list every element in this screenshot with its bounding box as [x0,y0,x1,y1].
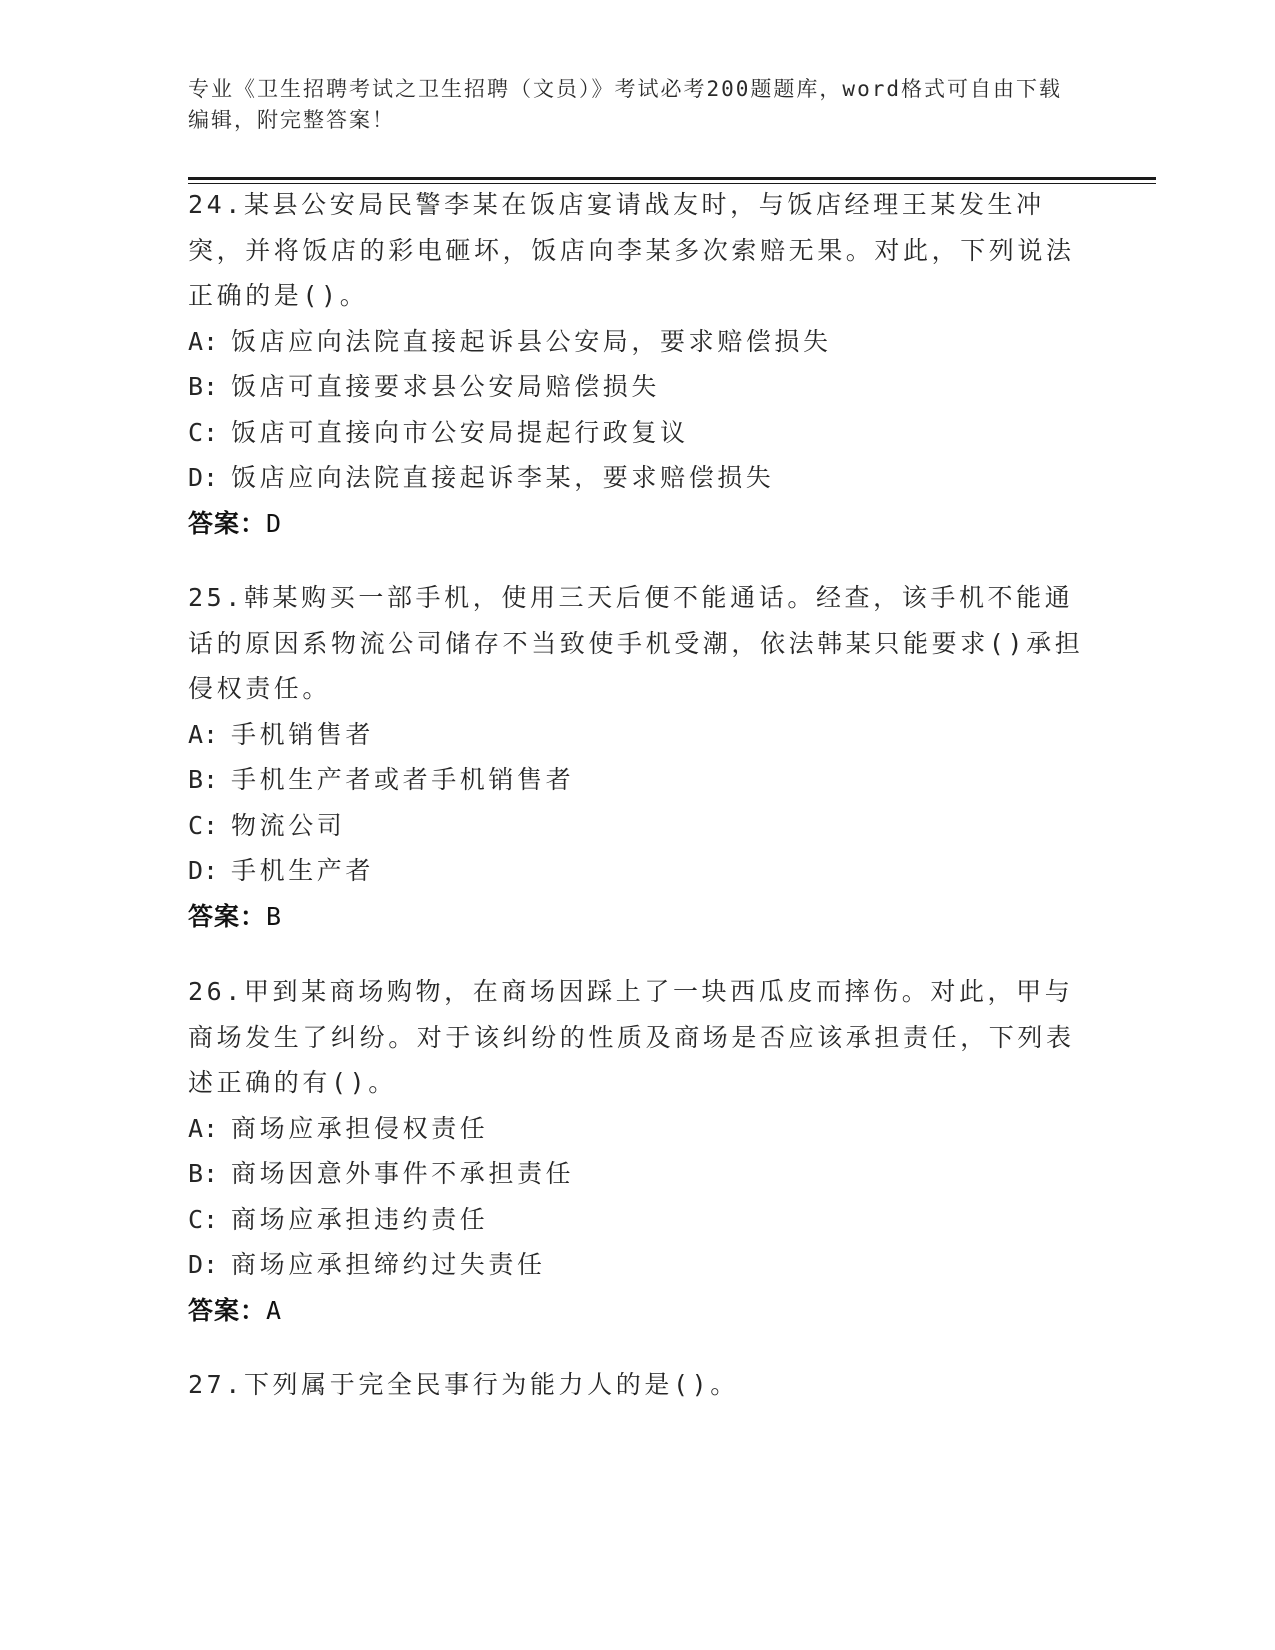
option-text: 饭店应向法院直接起诉李某，要求赔偿损失 [231,463,775,492]
option-text: 商场应承担缔约过失责任 [231,1250,546,1279]
option-letter: C: [188,417,219,447]
option-letter: B: [188,765,219,794]
option-d [188,455,1088,501]
question-24 [188,182,1088,546]
option-d [188,848,1088,894]
option-text: 商场应承担侵权责任 [231,1113,489,1143]
option-d [188,1242,1088,1288]
answer-label: 答案： [188,508,267,538]
answer-line [188,894,1088,940]
option-c [188,1197,1088,1243]
option-c [188,803,1088,849]
option-text: 饭店应向法院直接起诉县公安局，要求赔偿损失 [231,326,832,356]
option-letter: B: [188,1159,219,1188]
option-letter: C: [188,1204,219,1234]
header-text: 专业《卫生招聘考试之卫生招聘（文员）》考试必考200题题库，word格式可自由下载编辑，附完整答案！ [188,77,1062,132]
header-rule-thick [188,177,1156,180]
answer-line [188,501,1088,547]
option-text: 饭店可直接向市公安局提起行政复议 [231,417,689,447]
option-letter: D: [188,856,219,885]
option-b [188,757,1088,803]
option-letter: A: [188,1113,219,1143]
option-text: 饭店可直接要求县公安局赔偿损失 [231,372,661,401]
answer-value: B [266,901,282,931]
option-text: 手机生产者或者手机销售者 [231,765,575,794]
question-stem: 26.甲到某商场购物，在商场因踩上了一块西瓜皮而摔伤。对此，甲与商场发生了纠纷。对于该纠纷的性质及商场是否应该承担责任，下列表述正确的有()。 [188,977,1075,1097]
question-25 [188,575,1088,939]
option-c [188,410,1088,456]
option-text: 商场因意外事件不承担责任 [231,1159,575,1188]
option-letter: B: [188,372,219,401]
option-text: 手机生产者 [231,856,375,885]
document-header [188,74,1068,136]
option-letter: C: [188,810,219,840]
option-b [188,364,1088,410]
option-a [188,1106,1088,1152]
answer-line [188,1288,1088,1334]
option-text: 物流公司 [231,810,346,840]
option-letter: A: [188,326,219,356]
option-a [188,712,1088,758]
question-27 [188,1362,1088,1408]
answer-value: A [266,1295,282,1325]
option-letter: D: [188,1250,219,1279]
question-26 [188,969,1088,1333]
option-text: 商场应承担违约责任 [231,1204,489,1234]
question-stem: 25.韩某购买一部手机，使用三天后便不能通话。经查，该手机不能通话的原因系物流公司储存不当致使手机受潮，依法韩某只能要求()承担侵权责任。 [188,583,1084,703]
question-stem: 27.下列属于完全民事行为能力人的是()。 [188,1370,739,1399]
answer-value: D [266,508,282,538]
answer-label: 答案： [188,901,267,931]
answer-label: 答案： [188,1295,267,1325]
question-stem: 24.某县公安局民警李某在饭店宴请战友时，与饭店经理王某发生冲突，并将饭店的彩电砸坏，饭店向李某多次索赔无果。对此，下列说法正确的是()。 [188,190,1075,310]
option-text: 手机销售者 [231,719,375,749]
option-b [188,1151,1088,1197]
option-letter: A: [188,719,219,749]
option-a [188,319,1088,365]
option-letter: D: [188,463,219,492]
